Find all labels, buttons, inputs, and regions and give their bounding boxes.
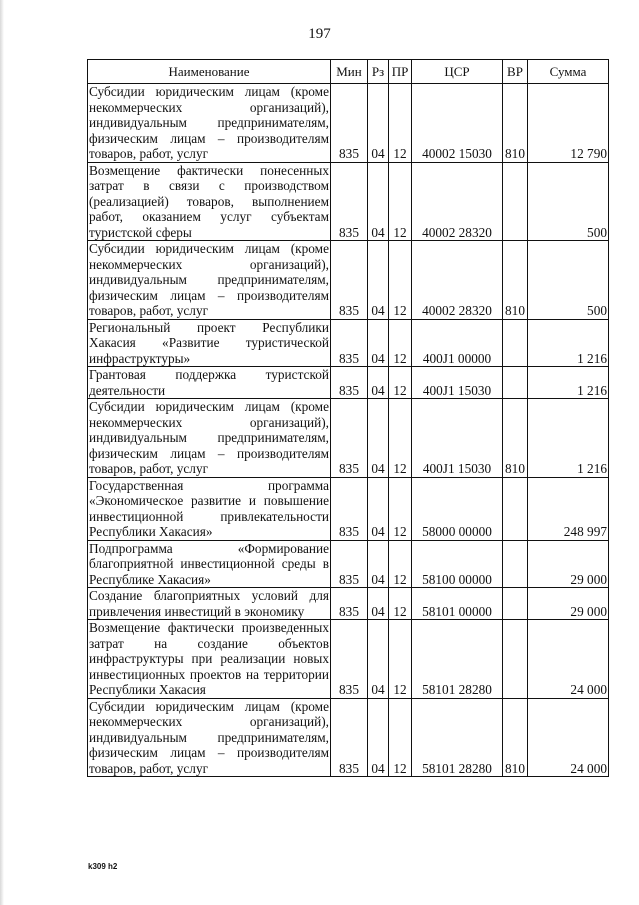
cell-sum: 248 997 xyxy=(528,477,609,540)
table-row xyxy=(88,162,609,241)
cell-name: Возмещение фактически понесенных затрат в связи с производством (реализацией) товаров, выполнением работ, оказанием услуг субъектам туристской сферы xyxy=(89,162,329,240)
header-csr: ЦСР xyxy=(412,60,503,84)
cell-pr: 12 xyxy=(389,241,412,320)
cell-sum: 24 000 xyxy=(528,698,609,777)
cell-sum: 12 790 xyxy=(528,84,609,163)
cell-min: 835 xyxy=(331,367,368,399)
cell-pr: 12 xyxy=(389,540,412,588)
table-row xyxy=(88,319,609,367)
cell-min: 835 xyxy=(331,84,368,163)
table-row xyxy=(88,540,609,588)
cell-rz: 04 xyxy=(368,620,389,699)
cell-rz: 04 xyxy=(368,399,389,478)
cell-csr: 400J1 00000 xyxy=(412,319,503,367)
table-row xyxy=(88,620,609,699)
cell-csr: 400J1 15030 xyxy=(412,399,503,478)
table-row xyxy=(88,84,609,163)
cell-pr: 12 xyxy=(389,477,412,540)
cell-pr: 12 xyxy=(389,162,412,241)
cell-csr: 40002 28320 xyxy=(412,241,503,320)
cell-sum: 29 000 xyxy=(528,588,609,620)
cell-rz: 04 xyxy=(368,241,389,320)
cell-rz: 04 xyxy=(368,588,389,620)
table-row xyxy=(88,241,609,320)
cell-name: Региональный проект Республики Хакасия «Развитие туристической инфраструктуры» xyxy=(89,319,329,366)
cell-vr: 810 xyxy=(503,241,528,320)
cell-sum: 1 216 xyxy=(528,319,609,367)
cell-csr: 40002 15030 xyxy=(412,84,503,163)
cell-pr: 12 xyxy=(389,620,412,699)
cell-vr: 810 xyxy=(503,84,528,163)
cell-min: 835 xyxy=(331,162,368,241)
cell-name: Субсидии юридическим лицам (кроме некоммерческих организаций), индивидуальным предпринимателям, физическим лицам – производителям товаров, работ, услуг xyxy=(89,84,329,161)
cell-sum: 29 000 xyxy=(528,540,609,588)
header-rz: Рз xyxy=(368,60,389,84)
cell-csr: 58101 28280 xyxy=(412,698,503,777)
cell-pr: 12 xyxy=(389,399,412,478)
cell-vr: 810 xyxy=(503,698,528,777)
cell-rz: 04 xyxy=(368,84,389,163)
header-vr: ВР xyxy=(503,60,528,84)
cell-name: Субсидии юридическим лицам (кроме некоммерческих организаций), индивидуальным предпринимателям, физическим лицам – производителям товаров, работ, услуг xyxy=(89,241,329,318)
cell-min: 835 xyxy=(331,620,368,699)
cell-csr: 58101 00000 xyxy=(412,588,503,620)
budget-table xyxy=(87,59,609,777)
cell-sum: 500 xyxy=(528,162,609,241)
cell-vr xyxy=(503,319,528,367)
table-row xyxy=(88,367,609,399)
cell-csr: 58000 00000 xyxy=(412,477,503,540)
cell-csr: 58100 00000 xyxy=(412,540,503,588)
cell-vr xyxy=(503,367,528,399)
cell-rz: 04 xyxy=(368,162,389,241)
cell-sum: 500 xyxy=(528,241,609,320)
cell-name: Государственная программа «Экономическое развитие и повышение инвестиционной привлекательности Республики Хакасия» xyxy=(89,477,329,539)
cell-rz: 04 xyxy=(368,319,389,367)
cell-rz: 04 xyxy=(368,477,389,540)
cell-name: Подпрограмма «Формирование благоприятной инвестиционной среды в Республике Хакасия» xyxy=(89,540,329,587)
header-min: Мин xyxy=(331,60,368,84)
cell-csr: 58101 28280 xyxy=(412,620,503,699)
cell-name: Субсидии юридическим лицам (кроме некоммерческих организаций), индивидуальным предпринимателям, физическим лицам – производителям товаров, работ, услуг xyxy=(89,399,329,476)
table-row xyxy=(88,588,609,620)
cell-pr: 12 xyxy=(389,319,412,367)
cell-pr: 12 xyxy=(389,367,412,399)
cell-name: Возмещение фактически произведенных затрат на создание объектов инфраструктуры при реализации новых инвестиционных проектов на территории Республики Хакасия xyxy=(89,620,329,697)
cell-pr: 12 xyxy=(389,698,412,777)
cell-vr xyxy=(503,540,528,588)
cell-min: 835 xyxy=(331,399,368,478)
cell-vr xyxy=(503,162,528,241)
cell-rz: 04 xyxy=(368,540,389,588)
cell-vr xyxy=(503,620,528,699)
scan-edge-shadow xyxy=(0,0,4,905)
cell-sum: 1 216 xyxy=(528,367,609,399)
cell-csr: 400J1 15030 xyxy=(412,367,503,399)
table-row xyxy=(88,477,609,540)
cell-min: 835 xyxy=(331,477,368,540)
cell-name: Субсидии юридическим лицам (кроме некоммерческих организаций), индивидуальным предпринимателям, физическим лицам – производителям товаров, работ, услуг xyxy=(89,698,329,776)
cell-min: 835 xyxy=(331,319,368,367)
header-name: Наименование xyxy=(88,60,331,84)
cell-sum: 24 000 xyxy=(528,620,609,699)
cell-min: 835 xyxy=(331,698,368,777)
page-number: 197 xyxy=(308,26,331,42)
table-row xyxy=(88,698,609,777)
cell-name: Создание благоприятных условий для привлечения инвестиций в экономику xyxy=(89,588,329,619)
cell-pr: 12 xyxy=(389,588,412,620)
cell-min: 835 xyxy=(331,241,368,320)
table-header-row xyxy=(88,60,609,84)
cell-min: 835 xyxy=(331,540,368,588)
cell-vr xyxy=(503,588,528,620)
cell-rz: 04 xyxy=(368,367,389,399)
footer-code: k309 h2 xyxy=(88,862,118,871)
cell-sum: 1 216 xyxy=(528,399,609,478)
cell-rz: 04 xyxy=(368,698,389,777)
header-pr: ПР xyxy=(389,60,412,84)
cell-min: 835 xyxy=(331,588,368,620)
cell-name: Грантовая поддержка туристской деятельности xyxy=(89,367,329,398)
table-row xyxy=(88,399,609,478)
cell-vr: 810 xyxy=(503,399,528,478)
cell-pr: 12 xyxy=(389,84,412,163)
cell-csr: 40002 28320 xyxy=(412,162,503,241)
cell-vr xyxy=(503,477,528,540)
header-sum: Сумма xyxy=(528,60,609,84)
